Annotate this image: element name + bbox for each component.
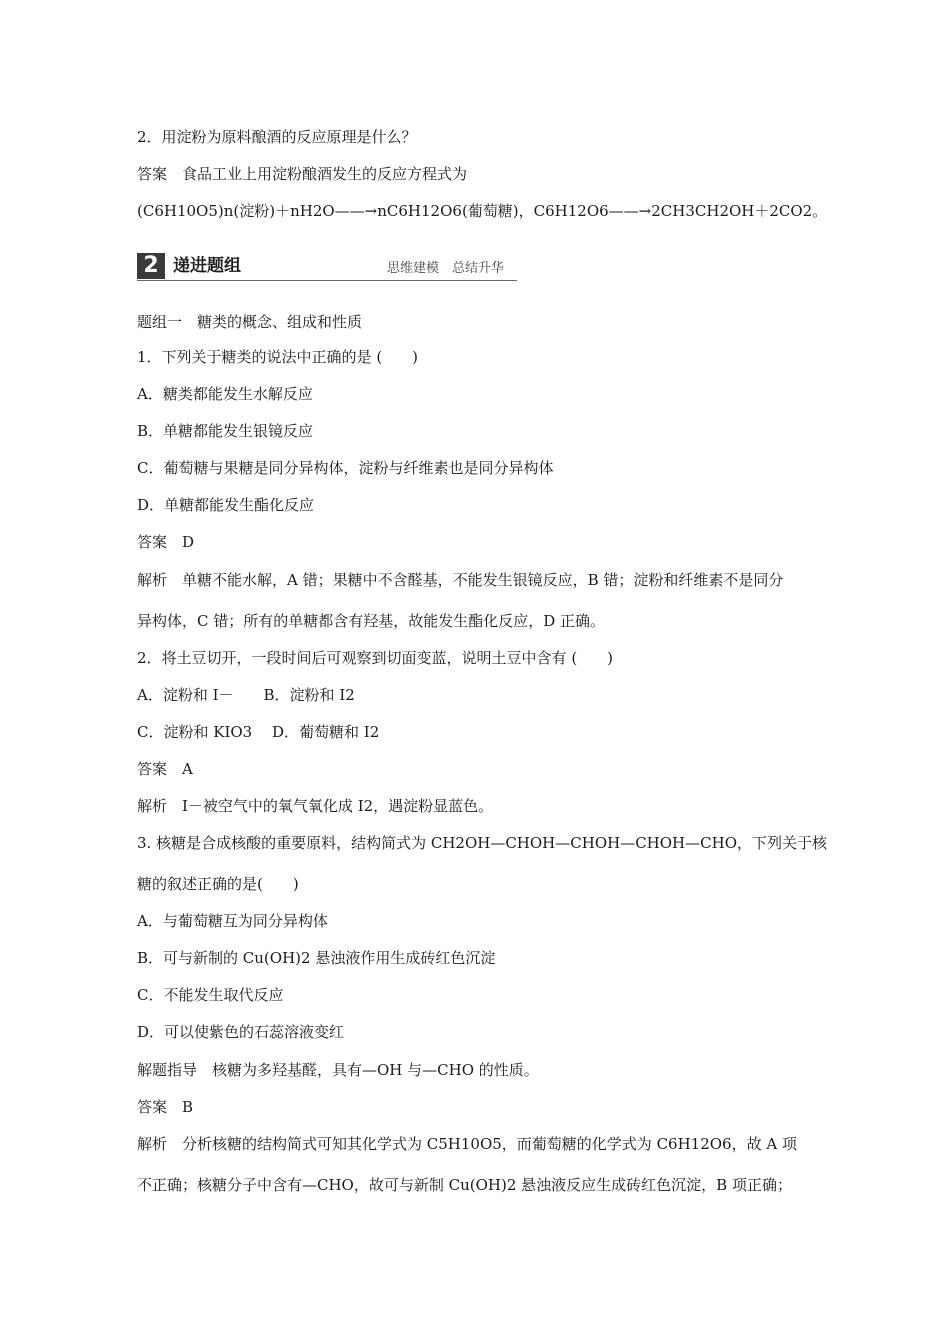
q1-option-c: C．葡萄糖与果糖是同分异构体，淀粉与纤维素也是同分异构体 bbox=[137, 459, 554, 477]
group-title: 题组一 糖类的概念、组成和性质 bbox=[137, 313, 363, 331]
q1-answer: 答案 D bbox=[137, 533, 195, 551]
section-subtitle: 思维建模 总结升华 bbox=[387, 261, 505, 276]
q1-analysis-line1: 解析 单糖不能水解，A 错；果糖中不含醛基，不能发生银镜反应，B 错；淀粉和纤维素不是同分 bbox=[137, 571, 784, 589]
question-2-answer: 答案 食品工业上用淀粉酿酒发生的反应方程式为 bbox=[137, 165, 468, 183]
question-2-stem: 2．用淀粉为原料酿酒的反应原理是什么？ bbox=[137, 128, 417, 146]
q3-option-d: D．可以使紫色的石蕊溶液变红 bbox=[137, 1023, 345, 1041]
section-banner bbox=[137, 253, 517, 281]
q2-answer: 答案 A bbox=[137, 760, 193, 778]
q3-option-b: B．可与新制的 Cu(OH)2 悬浊液作用生成砖红色沉淀 bbox=[137, 949, 496, 967]
section-number: 2 bbox=[137, 253, 165, 279]
q2-stem: 2．将土豆切开，一段时间后可观察到切面变蓝，说明土豆中含有 ( ) bbox=[137, 649, 614, 667]
q1-analysis-line2: 异构体，C 错；所有的单糖都含有羟基，故能发生酯化反应，D 正确。 bbox=[137, 612, 606, 630]
reaction-equation: (C6H10O5)n(淀粉)＋nH2O——→nC6H12O6(葡萄糖)，C6H12O6——→2CH3CH2OH＋2CO2。 bbox=[137, 202, 828, 220]
q1-option-b: B．单糖都能发生银镜反应 bbox=[137, 422, 314, 440]
q3-option-c: C．不能发生取代反应 bbox=[137, 986, 284, 1004]
q3-analysis-line1: 解析 分析核糖的结构简式可知其化学式为 C5H10O5，而葡萄糖的化学式为 C6H12O6，故 A 项 bbox=[137, 1135, 797, 1153]
q2-analysis: 解析 I－被空气中的氧气氧化成 I2，遇淀粉显蓝色。 bbox=[137, 797, 494, 815]
q1-stem: 1．下列关于糖类的说法中正确的是 ( ) bbox=[137, 348, 419, 366]
q3-stem-line1: 3. 核糖是合成核酸的重要原料，结构简式为 CH2OH—CHOH—CHOH—CHOH—CHO，下列关于核 bbox=[137, 834, 827, 852]
q3-answer: 答案 B bbox=[137, 1098, 194, 1116]
q3-analysis-line2: 不正确；核糖分子中含有—CHO，故可与新制 Cu(OH)2 悬浊液反应生成砖红色沉淀，B 项正确； bbox=[137, 1176, 792, 1194]
q3-stem-line2: 糖的叙述正确的是( ) bbox=[137, 875, 299, 893]
section-title: 递进题组 bbox=[173, 256, 241, 276]
q2-options-ab: A．淀粉和 I－ B．淀粉和 I2 bbox=[137, 686, 355, 704]
section-divider bbox=[137, 280, 517, 281]
q1-option-d: D．单糖都能发生酯化反应 bbox=[137, 496, 315, 514]
q2-options-cd: C．淀粉和 KIO3 D．葡萄糖和 I2 bbox=[137, 723, 380, 741]
q3-guide: 解题指导 核糖为多羟基醛，具有—OH 与—CHO 的性质。 bbox=[137, 1061, 539, 1079]
q3-option-a: A．与葡萄糖互为同分异构体 bbox=[137, 912, 328, 930]
q1-option-a: A．糖类都能发生水解反应 bbox=[137, 385, 313, 403]
